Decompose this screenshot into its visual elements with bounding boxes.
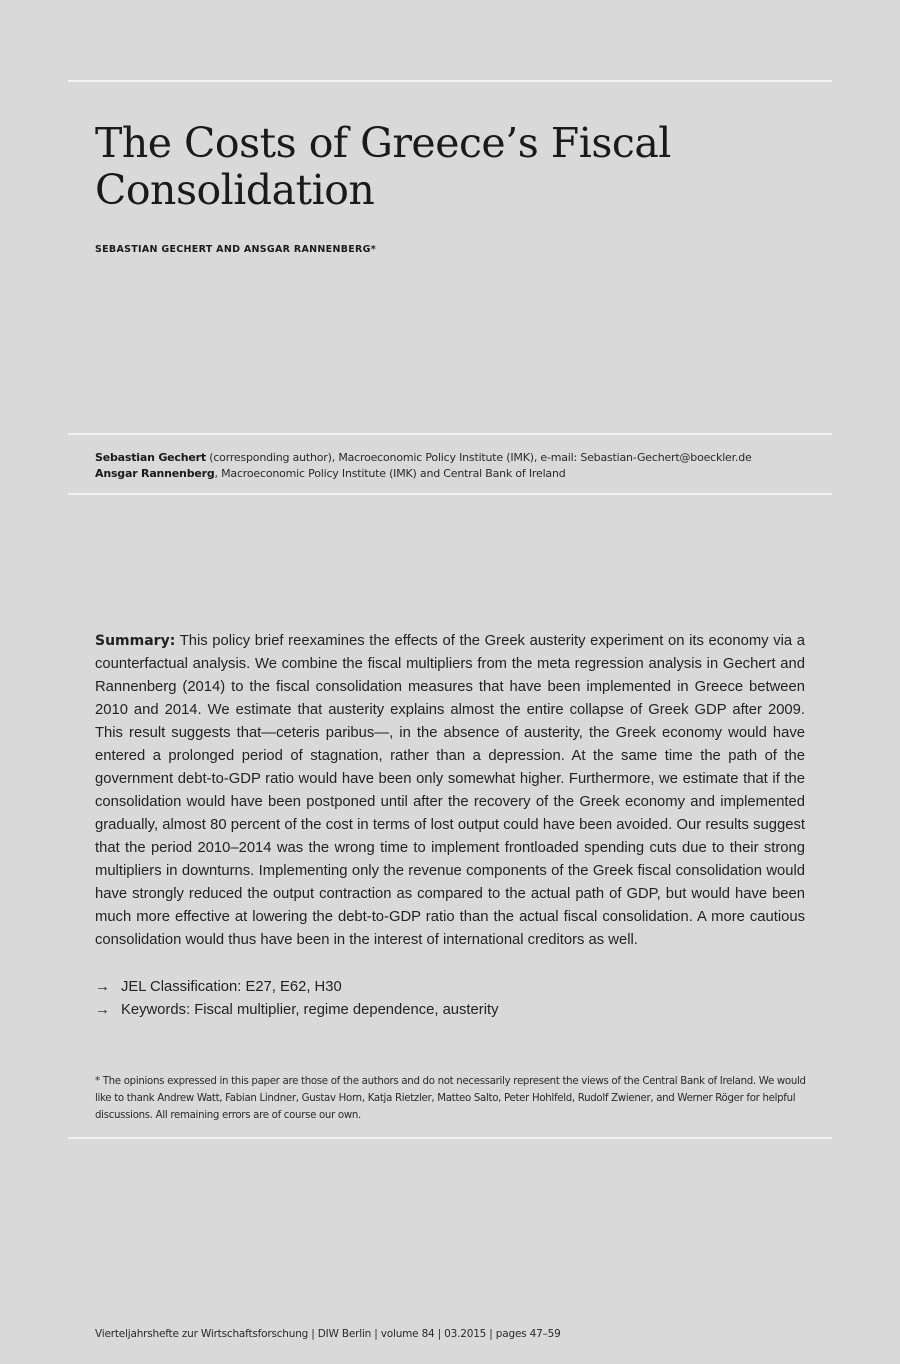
title-line-1: The Costs of Greece’s Fiscal: [95, 119, 671, 167]
arrow-right-icon: →: [95, 1002, 110, 1018]
page-footer: Vierteljahrshefte zur Wirtschaftsforschung | DIW Berlin | volume 84 | 03.2015 | pages 47–59: [95, 1328, 561, 1340]
keywords: Keywords: Fiscal multiplier, regime dependence, austerity: [121, 1002, 499, 1018]
affiliation-top-rule: [68, 433, 832, 435]
arrow-right-icon: →: [95, 979, 110, 995]
summary-label: Summary:: [95, 633, 176, 649]
affiliation-name: Ansgar Rannenberg: [95, 467, 215, 480]
page-title: [95, 120, 671, 214]
authors: SEBASTIAN GECHERT AND ANSGAR RANNENBERG*: [95, 244, 377, 255]
keyword-item: [95, 976, 499, 999]
jel-classification: JEL Classification: E27, E62, H30: [121, 979, 342, 995]
affiliation-name: Sebastian Gechert: [95, 451, 206, 464]
keyword-item: [95, 999, 499, 1022]
summary: [95, 630, 805, 952]
affiliations: [95, 450, 752, 482]
footnote-bottom-rule: [68, 1137, 832, 1139]
footnote: * The opinions expressed in this paper are those of the authors and do not necessarily represent the views of the Central Bank of Ireland. We would like to thank Andrew Watt, Fabian Lindner, Gustav Horn, Katja Rietzler, Matteo Salto, Peter Hohlfeld, Rudolf Zwiener, and Werner Röger for helpful discussions. All remaining errors are of course our own.: [95, 1076, 806, 1121]
keyword-list: [95, 976, 499, 1022]
affiliation-bottom-rule: [68, 493, 832, 495]
affiliation-details: , Macroeconomic Policy Institute (IMK) and Central Bank of Ireland: [214, 467, 566, 480]
top-rule: [68, 80, 832, 82]
affiliation-details: (corresponding author), Macroeconomic Policy Institute (IMK), e-mail: Sebastian-Gechert@boeckler.de: [205, 451, 752, 464]
title-line-2: Consolidation: [95, 166, 375, 214]
affiliation-2: [95, 466, 752, 482]
summary-text: This policy brief reexamines the effects of the Greek austerity experiment on its economy via a counterfactual analysis. We combine the fiscal multipliers from the meta regression analysis in Gechert and Rannenberg (2014) to the fiscal consolidation measures that have been implemented in Greece between 2010 and 2014. We estimate that austerity explains almost the entire collapse of Greek GDP after 2009. This result suggests that—ceteris paribus—, in the absence of austerity, the Greek economy would have entered a prolonged period of stagnation, rather than a depression. At the same time the path of the government debt-to-GDP ratio would have been only somewhat higher. Furthermore, we estimate that if the consolidation would have been postponed until after the recovery of the Greek economy and implemented gradually, almost 80 percent of the cost in terms of lost output could have been avoided. Our results suggest that the period 2010–2014 was the wrong time to implement frontloaded spending cuts due to their strong multipliers in downturns. Implementing only the revenue components of the Greek fiscal consolidation would have strongly reduced the output contraction as compared to the actual path of GDP, but would have been much more effective at lowering the debt-to-GDP ratio than the actual fiscal consolidation. A more cautious consolidation would thus have been in the interest of international creditors as well.: [95, 633, 805, 948]
affiliation-1: [95, 450, 752, 466]
